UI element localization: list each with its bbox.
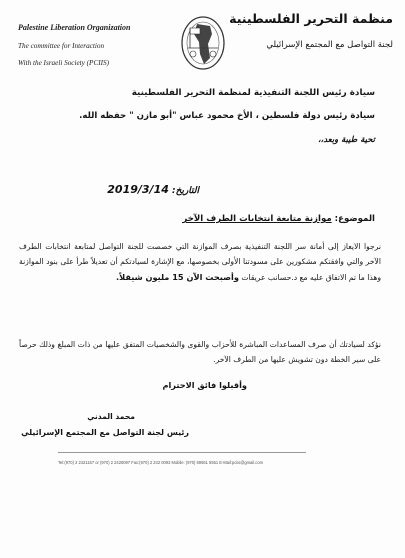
body-paragraph-2: نؤكد لسيادتك أن صرف المساعدات المباشرة للأحزاب والقوى والشخصيات المتفق عليها من ذات المبلغ وذلك حرصاً على سير الخطة دون تشويش عليها من الطرف الآخر. xyxy=(19,340,381,364)
signer-title: رئيس لجنة التواصل مع المجتمع الإسرائيلي xyxy=(21,428,189,437)
date-label: التاريخ: xyxy=(172,186,199,196)
subject-label: الموضوع: xyxy=(334,214,375,224)
header-arabic xyxy=(228,12,393,50)
committee-name-en-2: With the Israeli Society (PCIIS) xyxy=(18,59,110,68)
closing-regards: وأقبلوا فائق الاحترام xyxy=(162,380,247,390)
footer-divider xyxy=(58,452,306,453)
header-english xyxy=(18,24,168,67)
greeting: تحية طيبة وبعد،، xyxy=(317,134,375,144)
org-name-ar: منظمة التحرير الفلسطينية xyxy=(229,11,393,26)
plo-emblem-icon xyxy=(180,14,226,72)
subject-text: موازنة متابعة انتخابات الطرف الآخر xyxy=(182,214,332,224)
footer-contact: Tel:(970) 2 2421157 or (970) 2 2420097 Fax:(970) 2 242 0093 Mobile: (970) 59561 5551 E-Mail:pciis@gmail.com xyxy=(58,460,264,465)
body-paragraph-1-end: وأصبحت الآن 15 مليون شيقلاً. xyxy=(116,271,239,282)
addressee-line-2: سيادة رئيس دولة فلسطين ، الأخ محمود عباس "أبو مازن " حفظه الله. xyxy=(79,111,375,121)
committee-name-en-1: The committee for Interaction xyxy=(18,42,105,50)
date-value: 2019/3/14 xyxy=(107,183,169,196)
org-name-en: Palestine Liberation Organization xyxy=(18,23,131,32)
committee-name-ar: لجنة التواصل مع المجتمع الإسرائيلي xyxy=(266,39,393,50)
date-line xyxy=(107,183,199,196)
addressee-line-1: سيادة رئيس اللجنة التنفيذية لمنظمة التحرير الفلسطينية xyxy=(131,88,375,98)
signer-name: محمد المدني xyxy=(87,412,135,421)
subject-line xyxy=(182,214,375,225)
body-paragraph-1 xyxy=(19,240,381,286)
body-paragraph-1-text: نرجوا الايعاز إلى أمانة سر اللجنة التنفيذية بصرف الموازنة التي خصصت للجنة التواصل لمتابعة انتخابات الطرف الآخر والتي وافقتكم مشكورين على مسودتنا الأولى بخصوصها، مع الإشارة لسيادتكم أن تعديلاً طرأ على بنود الموازنة وهذا ما تم الاتفاق عليه مع د.حسانب عريقات xyxy=(19,242,381,282)
